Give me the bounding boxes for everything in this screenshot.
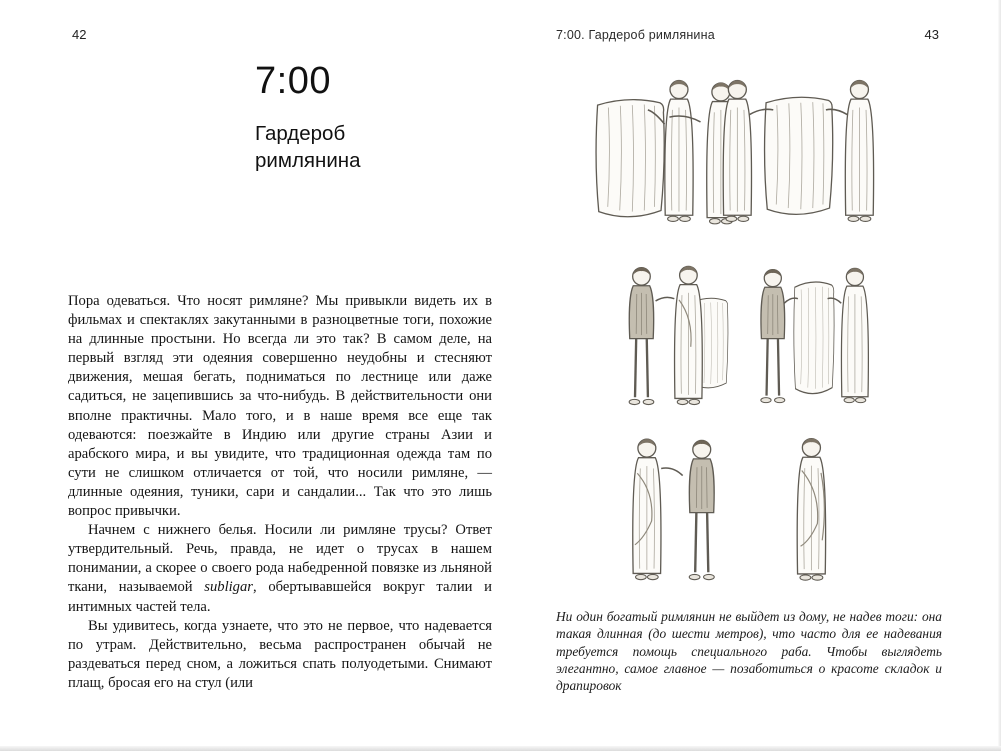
chapter-title: [255, 120, 361, 174]
chapter-time: 7:00: [255, 60, 331, 102]
page-left: [0, 0, 500, 751]
toga-pair-wrapping-illustration: [713, 74, 885, 232]
chapter-heading: [255, 60, 361, 174]
chapter-title-line-1: Гардероб: [255, 122, 346, 145]
toga-adjusting-drape-illustration: [623, 432, 728, 592]
paragraph-1: Пора одеваться. Что носят римляне? Мы привыкли видеть их в фильмах и спектаклях закутанными в разноцветные тоги, похожие на длинные простыни. Но всегда ли это так? В самом деле, на первый взгляд эти одеяния совершенно неудобны и стесняют движения, мешая бегать, подниматься по лестнице или даже садиться, не зацепившись за что-нибудь. В действительности они вполне практичны. Мало того, и в наше время все еще так одеваются: поезжайте в Индию или другие страны Азии и арабского мира, и вы увидите, что традиционная одежда там по сути не слишком отличается от той, что носили римляне, — длинные одеяния, туники, сари и сандалии... Так что это лишь вопрос привычки.: [68, 293, 492, 520]
toga-finished-figure-illustration: [786, 432, 838, 592]
paragraph-2: [68, 521, 492, 616]
page-right: [500, 0, 1001, 751]
body-text-column: [68, 292, 492, 693]
paragraph-3: Вы удивитесь, когда узнаете, что это не первое, что надевается по утрам. Действительно, весьма распространен обычай не раздеваться перед сном, а ложиться спать полуодетыми. Снимают плащ, бросая его на стул (или: [68, 617, 492, 691]
toga-assist-shoulder-illustration: [618, 258, 733, 418]
chapter-title-line-2: римлянина: [255, 149, 361, 172]
toga-holding-fold-illustration: [750, 258, 880, 418]
page-number-right: 43: [924, 27, 939, 42]
illustration-caption: Ни один богатый римлянин не выйдет из дому, не надев тоги: она такая длинная (до шести метров), что часто для ее надевания требуется помощь специального раба. Чтобы выглядеть элегантно, самое главное — позаботиться о красоте складок и драпировок: [556, 609, 942, 694]
page-number-left: 42: [72, 27, 87, 42]
running-header: 7:00. Гардероб римлянина: [556, 28, 715, 42]
latin-term: subligar: [204, 579, 253, 596]
page-edge-bottom: [0, 746, 1001, 751]
paragraph-2-text-end: , обертывавшейся вокруг талии и интимных частей тела.: [68, 579, 492, 615]
paragraph-2-text: Начнем с нижнего белья. Носили ли римляне трусы? Ответ утвердительный. Речь, правда, не идет о трусах в нашем понимании, а скорее о своего рода набедренной повязке из льняной ткани, называемой: [68, 522, 492, 596]
